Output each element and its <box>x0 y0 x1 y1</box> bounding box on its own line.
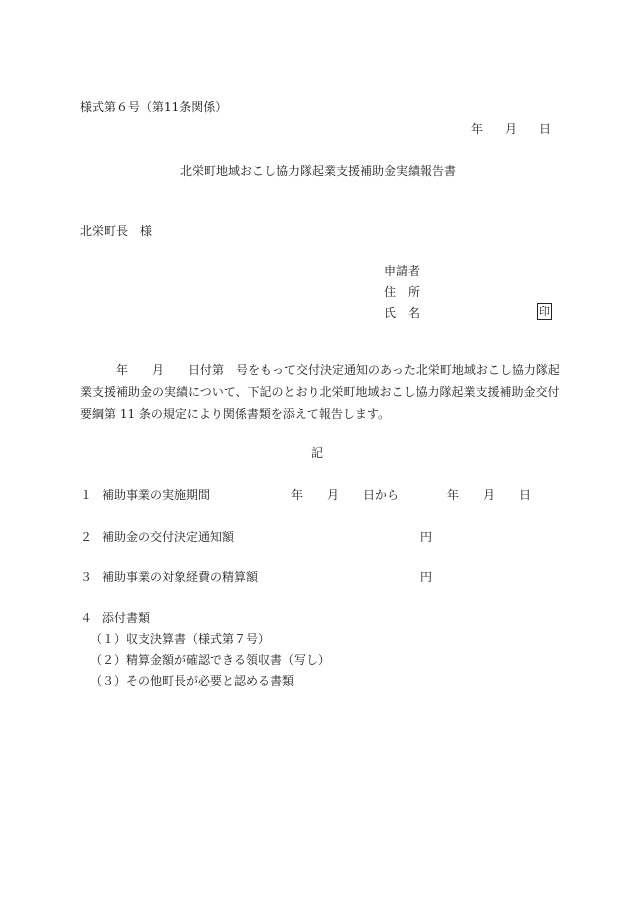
body-line-1: 年 月 日付第 号をもって交付決定通知のあった北栄町地域おこし協力隊起 <box>80 363 560 377</box>
applicant-name-label: 氏 名 <box>384 306 421 320</box>
item-3-value: 円 <box>420 570 433 584</box>
attachment-item-2: （２）精算金額が確認できる領収書（写し） <box>90 653 331 667</box>
form-number: 様式第６号（第11条関係） <box>80 100 228 114</box>
item-2-number: ２ <box>80 530 93 544</box>
body-line-2: 業支援補助金の実績について、下記のとおり北栄町地域おこし協力隊起業支援補助金交付 <box>80 385 560 399</box>
item-4-label: 添付書類 <box>102 611 151 625</box>
ki-heading: 記 <box>311 446 324 460</box>
applicant-heading: 申請者 <box>384 264 421 278</box>
date-month: 月 <box>505 122 518 136</box>
item-1-number: １ <box>80 488 93 502</box>
item-3-label: 補助事業の対象経費の精算額 <box>102 570 259 584</box>
item-1-value: 年 月 日から 年 月 日 <box>291 488 532 502</box>
seal-mark <box>537 303 552 320</box>
seal-box: 印 <box>539 305 550 318</box>
item-3-number: ３ <box>80 570 93 584</box>
attachment-item-1: （１）収支決算書（様式第７号） <box>90 632 271 646</box>
date-day: 日 <box>539 122 552 136</box>
document-title: 北栄町地域おこし協力隊起業支援補助金実績報告書 <box>180 164 457 178</box>
item-1-label: 補助事業の実施期間 <box>102 488 211 502</box>
item-2-value: 円 <box>420 530 433 544</box>
item-2-label: 補助金の交付決定通知額 <box>102 530 235 544</box>
applicant-address-label: 住 所 <box>384 285 421 299</box>
item-4-number: ４ <box>80 611 93 625</box>
attachment-item-3: （３）その他町長が必要と認める書類 <box>90 674 295 688</box>
body-line-3: 要綱第 11 条の規定により関係書類を添えて報告します。 <box>80 407 390 421</box>
date-year: 年 <box>471 122 484 136</box>
addressee: 北栄町長 様 <box>80 224 153 238</box>
